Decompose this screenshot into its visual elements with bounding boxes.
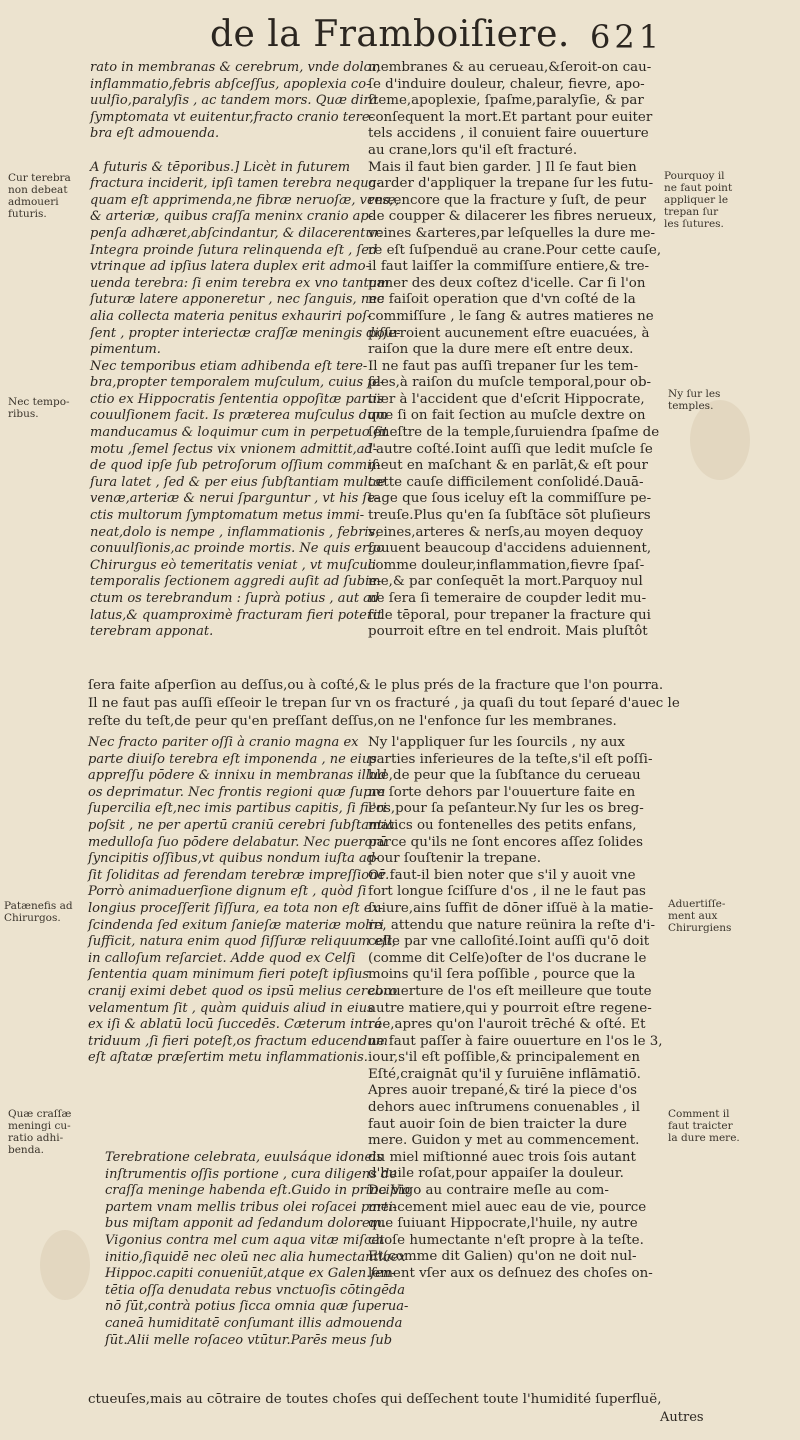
latin-text-line: alia collecta materia penitus exhauriri poſ- xyxy=(90,308,372,324)
french-text-line: moins qu'il ſera poſſible , pource que la xyxy=(368,967,636,983)
latin-text-line: ſupercilia eſt,nec imis partibus capitis, ſi fieri xyxy=(88,801,387,817)
margin-note-line: faut traicter xyxy=(668,1120,733,1132)
french-text-line: que ſuiuant Hippocrate,l'huile, ny autre xyxy=(368,1216,638,1232)
latin-text-line: caneā humiditatē conſumant illis admouenda xyxy=(105,1315,403,1331)
margin-note-right xyxy=(668,898,731,934)
french-translation-top xyxy=(368,60,662,641)
latin-text-line: de quod ipſe ſub petroſorum oſſium commiſ- xyxy=(90,458,381,474)
margin-note-line: benda. xyxy=(8,1144,45,1156)
margin-note-line: Comment il xyxy=(668,1108,730,1120)
latin-text-line: ex iſi & ablatū locū ſuccedēs. Cæterum intra xyxy=(88,1017,382,1033)
french-text-line: ne ſera ſi temeraire de coupder ledit mu- xyxy=(368,591,647,606)
margin-note-line: la dure mere. xyxy=(668,1132,740,1144)
latin-text-line: Terebratione celebrata, euulsáque idoneis xyxy=(105,1150,384,1165)
french-text-line: ne ſorte dehors par l'ouuerture faite en xyxy=(368,784,636,800)
french-text-line: paner des deux coſtez d'icelle. Car ſi l'on xyxy=(368,275,646,291)
french-text-line: Mais il faut bien garder. ] Il ſe faut bien xyxy=(368,159,637,175)
catchword: Autres xyxy=(660,1410,704,1425)
latin-text-line: Nec fracto pariter oſſi à cranio magna ex xyxy=(88,735,359,750)
french-text-line: rée,apres qu'on l'auroit trēché & oſté. Et xyxy=(368,1017,646,1033)
french-text-line: dehors auec inſtrumens conuenables , il xyxy=(368,1100,640,1116)
margin-note-line: les ſutures. xyxy=(664,218,724,230)
paper-stain xyxy=(40,1230,90,1300)
closing-line: ctueuſes,mais au cōtraire de toutes choſes qui deſſechent toute l'humidité ſuperfluë, xyxy=(88,1392,662,1407)
latin-text-line: ſuturæ latere apponeretur , nec ſanguis, nec xyxy=(90,292,385,308)
latin-text-line: motu ,ſemel ſectus vix vnionem admittit,ad- xyxy=(90,441,378,457)
french-text-line: tels accidens , il conuient faire ouuerture xyxy=(368,126,649,142)
latin-text-line: Integra proinde ſutura relinquenda eſt , ſed xyxy=(90,242,378,258)
latin-text-line: initio,ſiquidē nec oleū nec alia humectantiaex xyxy=(105,1249,406,1265)
french-text-line: me,& par conſequēt la mort.Parquoy nul xyxy=(368,574,643,590)
french-text-line: du miel miſtionné auec trois ſois autant xyxy=(368,1149,636,1165)
margin-note-line: Patænefis ad xyxy=(4,900,73,912)
latin-text-line: ctum os terebrandum : ſuprà potius , aut ad xyxy=(90,591,380,606)
french-text-line: ſuiure,ains ſuffit de dōner iſſuë à la matie- xyxy=(368,900,654,916)
french-text-line: veines,arteres & nerſs,au moyen dequoy xyxy=(368,524,644,540)
latin-text-line: ſcindenda ſed exitum ſanieſæ materiæ moliri xyxy=(88,917,384,933)
latin-text-line: ſent , propter interiectæ craſſæ meningis diſſe- xyxy=(90,325,401,341)
margin-note-line: Chirurgiens xyxy=(668,922,732,934)
french-text-line: Apres auoir trepané,& tiré la piece d'os xyxy=(368,1083,637,1099)
latin-text-line: ſententia quam minimum fieri poteſt ipſius xyxy=(88,967,370,983)
french-text-line: De Vigo au contraire meſle au com- xyxy=(368,1183,609,1199)
french-text-line: Ny l'appliquer ſur les ſourcils , ny aux xyxy=(368,735,625,750)
page-number: 621 xyxy=(590,18,664,56)
margin-note-line: Chirurgos. xyxy=(4,912,61,924)
french-text-line: ne faut paſſer à faire ouuerture en l'os le 3, xyxy=(368,1033,663,1049)
latin-text-line: fractura inciderit, ipſi tamen terebra nequa- xyxy=(90,176,381,192)
french-text-line: comme douleur,inflammation,fievre ſpaſ- xyxy=(368,557,645,573)
margin-note-line: Ny ſur les xyxy=(668,388,721,400)
margin-note-line: ratio adhi- xyxy=(8,1132,64,1144)
latin-commentary-bottom xyxy=(88,735,398,1067)
french-translation-bottom xyxy=(368,735,663,1283)
french-text-line: commiſſure , le ſang & autres matieres ne xyxy=(368,308,654,324)
latin-text-line: triduum ,ſi fieri poteſt,os fractum educendum xyxy=(88,1033,388,1049)
french-text-line: conſequent la mort.Et partant pour euiter xyxy=(368,109,653,125)
margin-note-line: ne faut point xyxy=(664,182,733,194)
french-text-line: raiſon que la dure mere eſt entre deux. xyxy=(368,342,634,358)
latin-text-line: bra,propter temporalem muſculum, cuius ſe- xyxy=(90,375,385,391)
french-text-line: matics ou fontenelles des petits enfans, xyxy=(368,817,637,833)
french-text-line: Or faut-il bien noter que s'il y auoit vne xyxy=(368,867,636,883)
french-text-line: l'autre coſté.Ioint auſſi que ledit muſcle ſe xyxy=(368,441,653,457)
latin-commentary-last xyxy=(105,1150,411,1349)
latin-text-line: velamentum ſit , quàm quiduis aliud in eius xyxy=(88,1000,374,1016)
latin-text-line: uenda terebra: ſi enim terebra ex vno tantum xyxy=(90,275,390,291)
latin-text-line: ſufficit, natura enim quod ſiſſuræ reliquum eſt, xyxy=(88,934,397,950)
french-text-line: ble,de peur que la ſubſtance du cerueau xyxy=(368,768,641,784)
latin-text-line: inſtrumentis oſſis portione , cura diligens de xyxy=(105,1166,397,1182)
french-text-line: treuſe.Plus qu'en ſa ſubſtāce sōt pluſieurs xyxy=(368,508,651,524)
latin-text-line: Nec temporibus etiam adhibenda eſt tere- xyxy=(90,358,368,374)
paper-stain xyxy=(690,400,750,480)
french-text-line: il faut laiſſer la commiſſure entiere,& tre- xyxy=(368,259,650,275)
french-text-line: pourroient aucunement eſtre euacuées, à xyxy=(368,325,650,341)
latin-text-line: conuulſionis,ac proinde mortis. Ne quis ergo xyxy=(90,541,385,557)
latin-text-line: medulloſa ſuo pōdere delabatur. Nec puerorū xyxy=(88,834,388,850)
latin-text-line: Hippoc.capiti conueniūt,atque ex Galen.ſen- xyxy=(105,1266,396,1282)
margin-note-line: Aduertiſſe- xyxy=(668,898,726,910)
latin-text-line: penſa adhæret,abſcindantur, & dilacerentur. xyxy=(90,225,383,241)
french-text-line: parties inferieures de la teſte,s'il eſt poſſi- xyxy=(368,751,653,767)
french-text-line: couuerture de l'os eſt meilleure que toute xyxy=(368,983,652,999)
margin-note-left xyxy=(8,1108,71,1156)
latin-text-line: ſyncipitis oſſibus,vt quibus nondum iuſta ad- xyxy=(88,851,380,867)
margin-note-left xyxy=(4,900,73,924)
french-text-line: pour ſouſtenir la trepane. xyxy=(368,851,541,867)
latin-text-line: latus,& quamproximè fracturam fieri poterit xyxy=(90,607,383,623)
latin-text-line: couulſionem facit. Is præterea muſculus dum xyxy=(90,408,388,424)
french-text-line: parce qu'ils ne ſont encores aſſez ſolides xyxy=(368,834,643,850)
latin-text-line: eſt aſtatæ præſertim metu inflammationis. xyxy=(88,1050,368,1066)
french-text-line: celle par vne calloſité.Ioint auſſi qu'ō doit xyxy=(368,934,650,950)
latin-text-line: tētia oſſa denudata rebus vnctuoſis cōtingēda xyxy=(105,1282,406,1298)
latin-text-line: neat,dolo is nempe , inflammationis , febris, xyxy=(90,524,380,540)
french-text-line: ſouuent beaucoup d'accidens aduiennent, xyxy=(368,541,652,557)
latin-text-line: ctio ex Hippocratis ſententia oppoſitæ partis xyxy=(90,391,384,407)
margin-note-line: temples. xyxy=(668,400,714,412)
latin-text-line: poſsit , ne per apertū craniū cerebri ſubſtantia xyxy=(88,817,395,833)
french-text-line: tage que ſous iceluy eſt la commiſſure pe- xyxy=(368,491,652,507)
latin-text-line: ſit ſoliditas ad ferendam terebræ impreſſionē. xyxy=(88,867,390,883)
french-text-line: que ſi on fait ſection au muſcle dextre on xyxy=(368,408,646,424)
latin-text-line: cranij eximi debet quod os ipsū melius cerebro xyxy=(88,983,398,999)
french-text-line: uier à l'accident que d'eſcrit Hippocrate, xyxy=(368,391,645,407)
latin-text-line: ſura latet , ſed & per eius ſubſtantiam multæ xyxy=(90,474,386,490)
french-text-line: Eſté,craignāt qu'il y ſuruiēne inflāmatiō. xyxy=(368,1066,641,1082)
latin-text-line: Porrò animaduerſione dignum eſt , quòd ſi xyxy=(88,884,367,900)
full-width-line: ſera faite aſperſion au deſſus,ou à coſté,& le plus prés de la fracture que l'on pourra. xyxy=(88,678,664,693)
latin-commentary-top xyxy=(90,60,401,641)
latin-text-line: manducamus & loquimur cum in perpetuo ſit xyxy=(90,425,389,441)
margin-note-line: Nec tempo- xyxy=(8,396,70,408)
margin-note-line: meningi cu- xyxy=(8,1120,71,1132)
latin-text-line: & arteriæ, quibus craſſa meninx cranio ap- xyxy=(90,209,374,225)
margin-note-left xyxy=(8,396,70,420)
french-text-line: ſcle tēporal, pour trepaner la fracture qui xyxy=(368,607,651,623)
margin-note-line: Quæ craſſæ xyxy=(8,1108,72,1120)
french-text-line: Il ne faut pas auſſi trepaner ſur les tem- xyxy=(368,358,639,374)
latin-text-line: temporalis ſectionem aggredi auſit ad ſubie- xyxy=(90,574,382,590)
latin-text-line: Chirurgus eò temeritatis veniat , vt muſculi xyxy=(90,557,377,573)
margin-note-line: appliquer le xyxy=(664,194,729,206)
margin-note-line: non debeat xyxy=(8,184,68,196)
margin-note-right xyxy=(668,388,720,412)
french-text-line: fort longue ſciſſure d'os , il ne le faut pas xyxy=(368,884,646,900)
latin-text-line: quam eſt apprimenda,ne fibræ neruoſæ, venæ, xyxy=(90,192,400,208)
latin-text-line xyxy=(90,143,365,160)
latin-text-line: ſymptomata vt euitentur,fracto cranio tere- xyxy=(90,109,374,125)
french-text-line: ſteme,apoplexie, ſpaſme,paralyſie, & par xyxy=(368,93,644,109)
french-text-line: garder d'appliquer la trepane ſur les futu- xyxy=(368,176,654,192)
full-width-line: reſte du teſt,de peur qu'en preſſant deſſus,on ne l'enfonce ſur les membranes. xyxy=(88,714,617,729)
french-text-line: choſe humectante n'eſt propre à la teſte. xyxy=(368,1232,644,1248)
french-text-line: (comme dit Celſe)oſter de l'os ducrane le xyxy=(368,950,647,966)
french-text-line: ſe d'induire douleur, chaleur, fievre, apo- xyxy=(368,76,645,92)
latin-text-line: inflammatio,febris abſceſſus, apoplexia co- xyxy=(90,76,371,92)
french-text-line: mencement miel auec eau de vie, pource xyxy=(368,1199,647,1215)
french-text-line: res,encore que la fracture y ſuſt, de peur xyxy=(368,192,646,208)
latin-text-line: A futuris & tēporibus.] Licèt in futurem xyxy=(90,159,351,175)
french-text-line: veines &arteres,par leſquelles la dure me- xyxy=(368,225,656,241)
latin-text-line: ctis multorum ſymptomatum metus immi- xyxy=(90,508,365,524)
margin-note-line: Pourquoy il xyxy=(664,170,725,182)
margin-note-line: Cur terebra xyxy=(8,172,71,184)
french-text-line: re, attendu que nature reünira la reſte d'i- xyxy=(368,917,656,933)
french-text-line: au crane,lors qu'il eſt fracturé. xyxy=(368,142,578,158)
french-text-line: ples,à raiſon du muſcle temporal,pour ob- xyxy=(368,375,652,391)
latin-text-line: bus miſtam apponit ad ſedandum dolorem. xyxy=(105,1216,387,1232)
french-text-line: faut auoir ſoin de bien traicter la dure xyxy=(368,1116,627,1132)
latin-text-line: parte diuiſo terebra eſt imponenda , ne eius xyxy=(88,751,377,767)
latin-text-line: craſſa meninge habenda eſt.Guido in principio xyxy=(105,1183,411,1199)
french-text-line: cette cauſe difficilement conſolidé.Dauā- xyxy=(368,474,644,490)
margin-note-right xyxy=(668,1108,740,1144)
latin-text-line: ſūt.Alii melle roſaceo vtūtur.Parēs meus ſub xyxy=(105,1332,393,1348)
running-title: de la Framboiſiere. xyxy=(210,14,570,55)
french-text-line: l'os,pour ſa peſanteur.Ny ſur les os breg- xyxy=(368,801,644,817)
french-text-line: ne faiſoit operation que d'vn coſté de la xyxy=(368,292,636,308)
french-text-line: Et(comme dit Galien) qu'on ne doit nul- xyxy=(368,1249,637,1265)
latin-text-line: vtrinque ad ipſius latera duplex erit admo- xyxy=(90,259,370,275)
latin-text-line: bra eſt admouenda. xyxy=(90,126,220,142)
french-text-line: iour,s'il eſt poſſible,& principalement en xyxy=(368,1050,640,1066)
french-text-line: pourroit eſtre en tel endroit. Mais pluſtôt xyxy=(368,624,648,640)
full-width-line: Il ne faut pas auſſi eſſeoir le trepan ſur vn os fracturé , ja quaſi du tout ſeparé d'auec le xyxy=(88,696,680,711)
latin-text-line: terebram apponat. xyxy=(90,624,214,640)
margin-note-right xyxy=(664,170,732,230)
latin-text-line: in calloſum reſarciet. Adde quod ex Celſi xyxy=(88,950,356,966)
french-text-line: re eſt ſuſpenduë au crane.Pour cette cauſe, xyxy=(368,242,662,258)
latin-text-line: pimentum. xyxy=(90,342,161,358)
french-text-line: meut en maſchant & en parlāt,& eſt pour xyxy=(368,458,648,474)
margin-note-line: futuris. xyxy=(8,208,47,220)
latin-text-line: rato in membranas & cerebrum, vnde dolor, xyxy=(90,60,381,75)
margin-note-line: ment aux xyxy=(668,910,718,922)
latin-text-line: os deprimatur. Nec frontis regioni quæ ſupra xyxy=(88,784,386,800)
latin-text-line: partem vnam mellis tribus olei roſacei parti- xyxy=(105,1199,397,1215)
french-text-line: lement vſer aux os deſnuez des choſes on- xyxy=(368,1266,653,1281)
latin-text-line: uulſio,paralyſis , ac tandem mors. Quæ dira xyxy=(90,93,378,109)
latin-text-line: nō ſūt,contrà potius ſicca omnia quæ ſuperua- xyxy=(105,1299,409,1315)
latin-text-line: longius proceſſerit ſiſſura, ea tota non eſt ex- xyxy=(88,900,384,916)
french-text-line: d'huile roſat,pour appaiſer la douleur. xyxy=(368,1166,624,1182)
french-text-line: autre matiere,qui y pourroit eſtre regene- xyxy=(368,1000,652,1016)
latin-text-line: appreſſu pōdere & innixu in membranas illud xyxy=(88,768,387,784)
margin-note-left xyxy=(8,172,71,220)
margin-note-line: trepan ſur xyxy=(664,206,719,218)
latin-text-line: venæ,arteriæ & nerui ſparguntur , vt his ſe- xyxy=(90,491,380,507)
french-text-line: mere. Guidon y met au commencement. xyxy=(368,1133,640,1149)
french-text-line: membranes & au cerueau,&ſeroit-on cau- xyxy=(368,60,652,75)
margin-note-line: ribus. xyxy=(8,408,39,420)
french-text-line: de coupper & dilacerer les fibres nerueux, xyxy=(368,209,657,225)
french-text-line: ſeneſtre de la temple,ſuruiendra ſpaſme de xyxy=(368,425,660,441)
latin-text-line: Vigonius contra mel cum aqua vitæ miſcet xyxy=(105,1232,385,1248)
margin-note-line: admoueri xyxy=(8,196,59,208)
